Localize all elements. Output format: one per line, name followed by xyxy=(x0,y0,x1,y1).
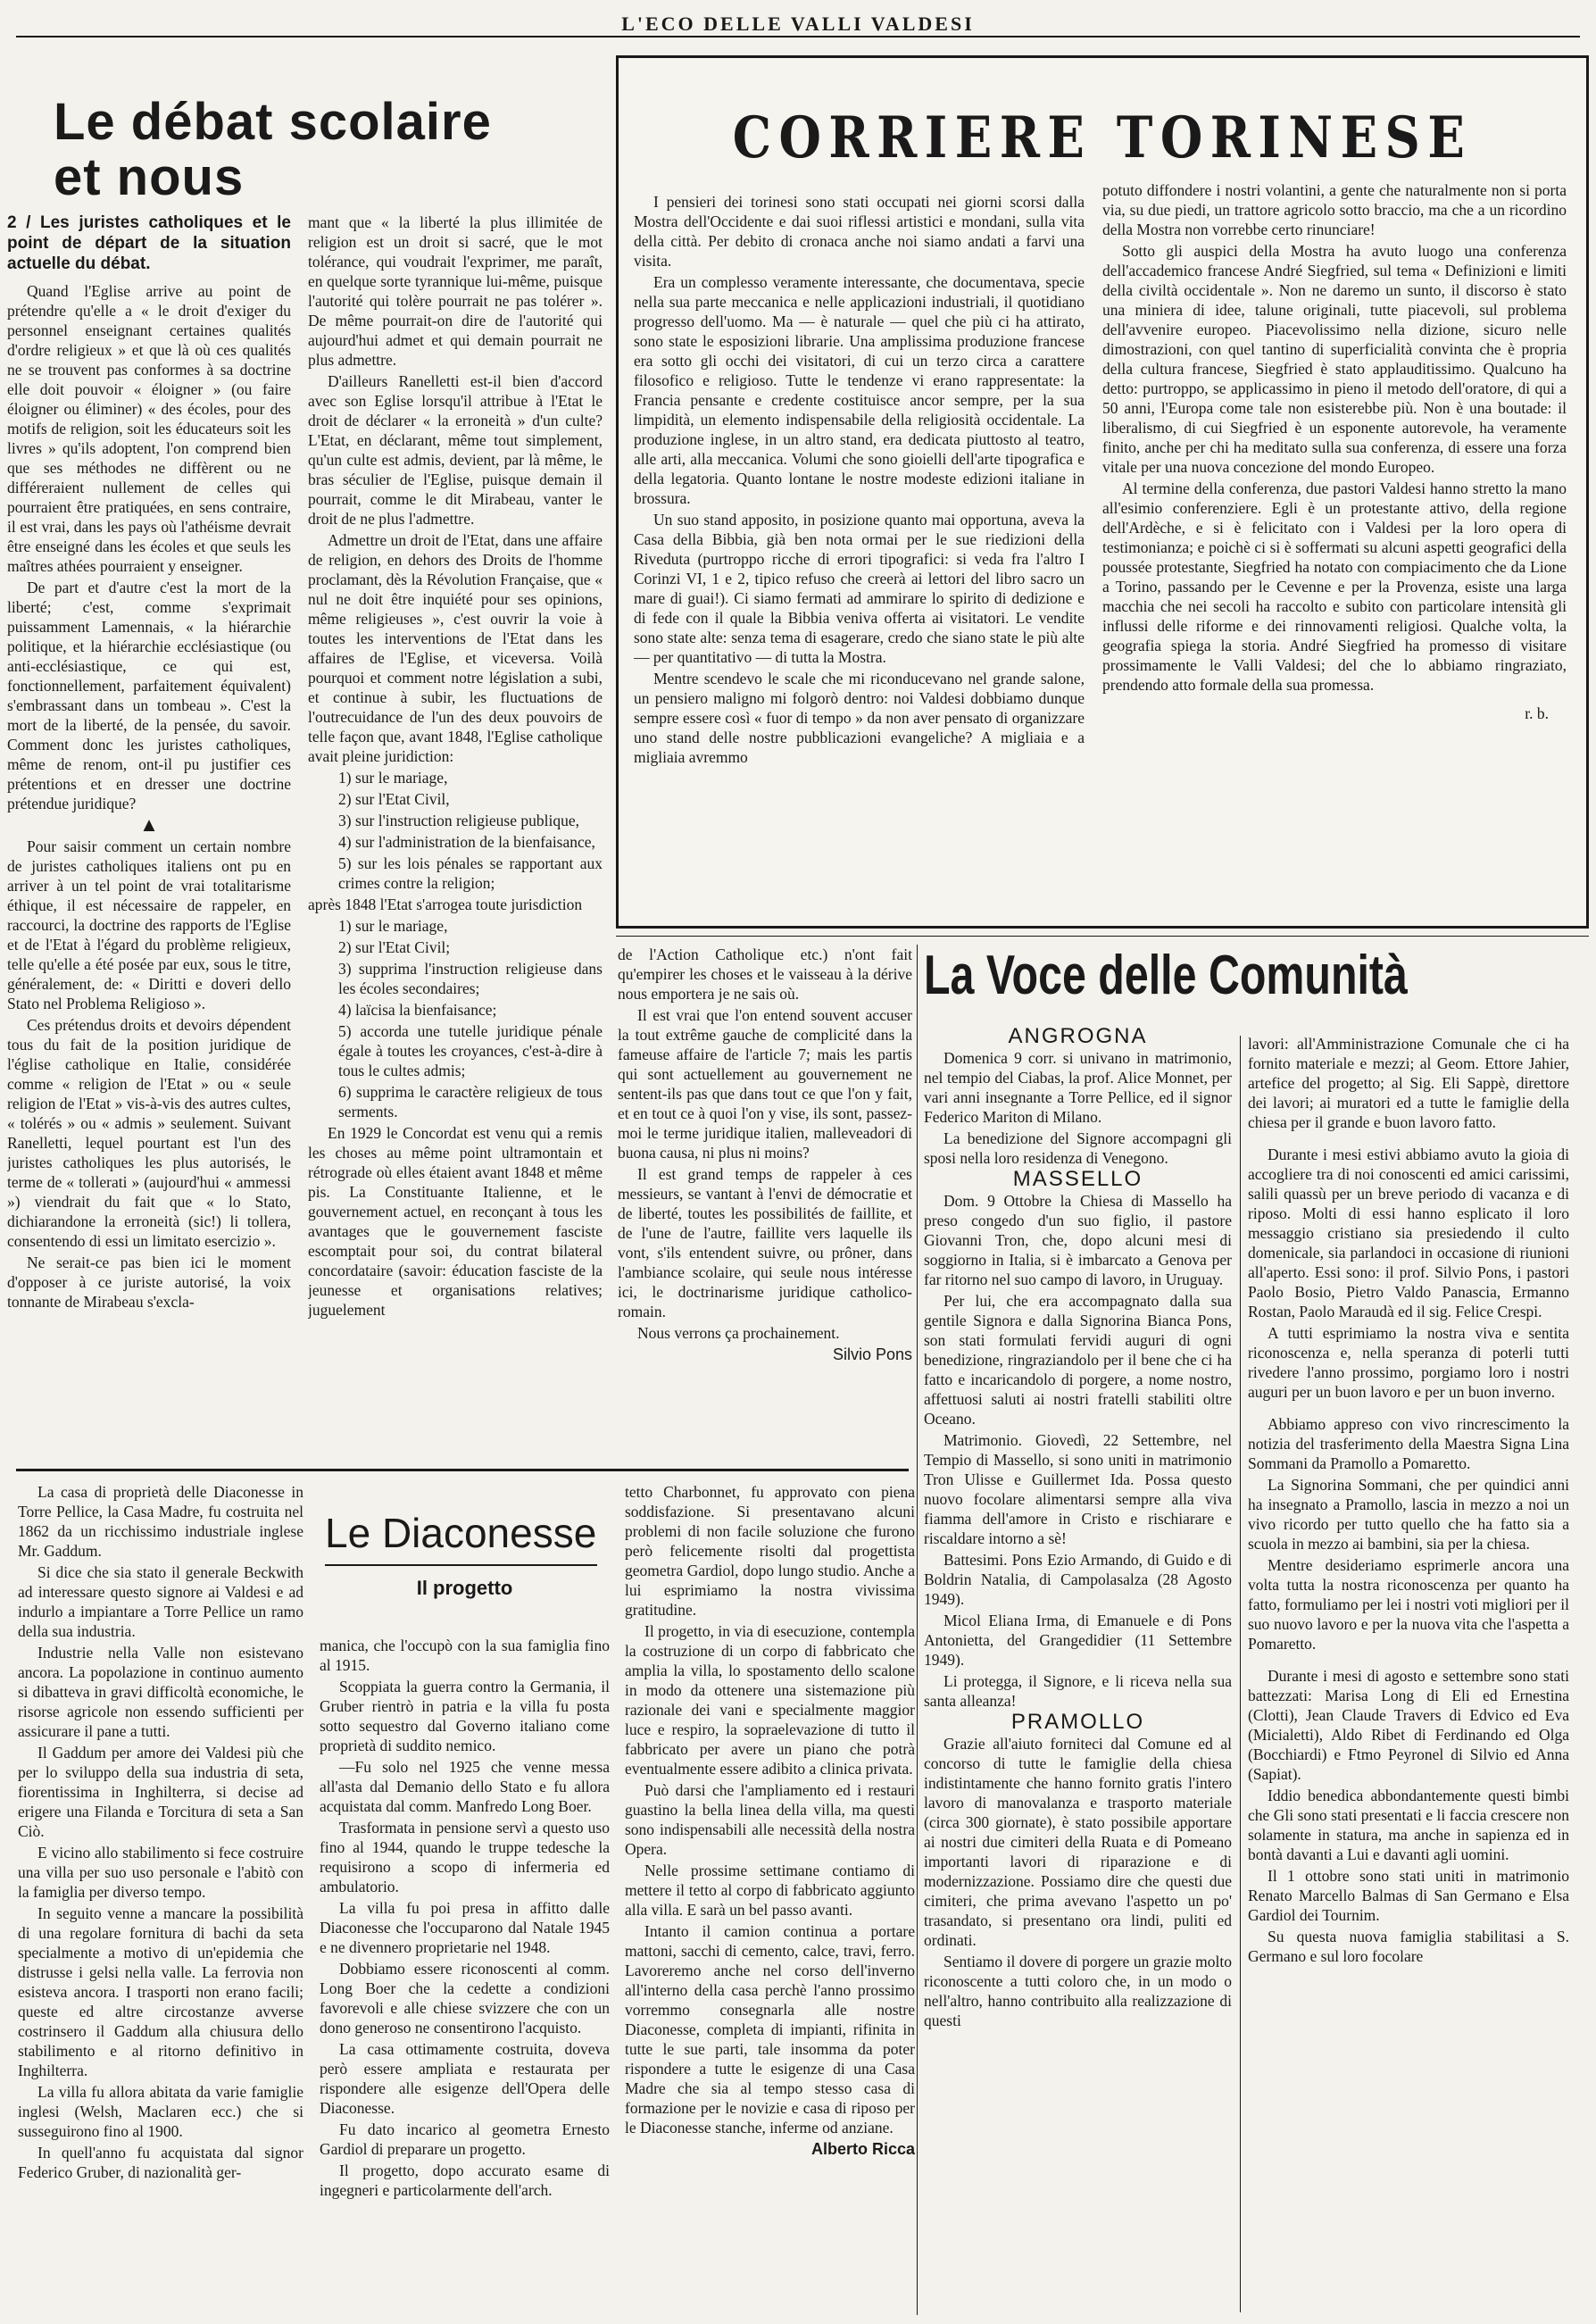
debat-paragraph: Nous verrons ça prochainement. xyxy=(637,1324,840,1342)
voce-paragraph: Durante i mesi estivi abbiamo avuto la gioia di accogliere tra di noi conoscenti ed amici carissimi, salili quassù per un breve periodo di vacanza e di riposo. Molti di essi hanno esplicato il loro messaggio cristiano sia presiedendo il culto domenicale, sia parlandoci in occasione di riunioni all'aperto. Essi sono: il prof. Silvio Pons, i pastori Paolo Bosio, Pietro Valdo Panascia, Ermanno Rostan, Paolo Maraudà ed il sig. Felice Crespi. xyxy=(1248,1145,1569,1320)
voce-column-1 xyxy=(924,1027,1232,2317)
voce-paragraph: Grazie all'aiuto forniteci dal Comune ed al concorso di tutte le famiglie della chiesa indistintamente che hanno fornito gratis l'intero lavoro di manovalanza e trasporto materiale (circa 300 giornate), è stato possibile apportare ai nostri due cimiteri della Ruata e di Pomeano importanti lavori di riparazione e di modernizzazione. Possiamo dire che questi due cimiteri, che prima avevano l'aspetto un po' trasandato, si presentano ora lindi, puliti ed ordinati. xyxy=(924,1735,1232,1949)
corriere-paragraph: Mentre scendevo le scale che mi riconducevano nel grande salone, un pensiero maligno mi folgorò dentro: noi Valdesi dobbiamo dunque sempre essere così « fuor di tempo » da non aver pensato di organizzare uno stand delle nostre pubblicazioni evangeliche? A migliaia e a migliaia avremmo xyxy=(634,670,1085,766)
list-item: 4) sur l'administration de la bienfaisance, xyxy=(338,833,595,851)
diaconesse-column-3 xyxy=(625,1482,915,2317)
debat-paragraph: Il est vrai que l'on entend souvent accuser la tout extrême gauche de complicité dans la fameuse affaire de l'article 7; mais les partis qui sont actuellement au gouvernement ne sentent-ils pas que dans tout ce que l'on y fait, et en tout ce à quoi l'on y vise, ils sont, passez-moi le terme juridique italien, malleveadori di buona causa, ni plus ni moins? xyxy=(618,1006,912,1162)
debat-paragraph: Ne serait-ce pas bien ici le moment d'opposer à ce juriste autorisé, la voix tonnante de Mirabeau s'excla- xyxy=(7,1254,291,1311)
diaconesse-paragraph: Trasformata in pensione servì a questo uso fino al 1944, quando le truppe tedesche la requisirono a scopo di infermeria ed ambulatorio. xyxy=(320,1819,610,1895)
running-title: L'ECO DELLE VALLI VALDESI xyxy=(621,12,975,35)
voce-paragraph: Per lui, che era accompagnato dalla sua gentile Signora e dalla Signorina Bianca Pons, son stati formulati fervidi auguri di ogni benedizione, ringraziandolo per il bene che ci ha fatto e incaricandolo di porgere, a nome nostro, affettuosi saluti ai nostri fratelli stabiliti oltre Oceano. xyxy=(924,1292,1232,1428)
corriere-title: CORRIERE TORINESE xyxy=(732,104,1473,171)
voce-paragraph: Domenica 9 corr. si univano in matrimonio, nel tempio del Ciabas, la prof. Alice Monnet, per vari anni insegnante a Torre Pellice, ed il signor Federico Mariton di Milano. xyxy=(924,1049,1232,1126)
diaconesse-signature: Alberto Ricca xyxy=(810,2140,915,2158)
voce-paragraph: Mentre desideriamo esprimerle ancora una volta tutta la nostra riconoscenza per quanto ha fatto, formuliamo per lei i nostri voti migliori per il suo nuovo lavoro e per la nuova vita che l'aspetta a Pomaretto. xyxy=(1248,1556,1569,1653)
voce-paragraph: Durante i mesi di agosto e settembre sono stati battezzati: Marisa Long di Eli ed Ernestina (Clotti), Jean Claude Travers di Edvico ed Eva (Micialetti), Aldo Ribet di Ferdinando ed Olga (Bocchiardi) e Ftmo Peyronel di Silvio ed Anna (Sapiat). xyxy=(1248,1667,1569,1783)
list-item: 1) sur le mariage, xyxy=(338,917,448,935)
diaconesse-paragraph: In quell'anno fu acquistata dal signor Federico Gruber, di nazionalità ger- xyxy=(18,2144,303,2181)
diaconesse-paragraph: La villa fu poi presa in affitto dalle Diaconesse che l'occuparono dal Natale 1945 e ne divennero proprietarie nel 1948. xyxy=(320,1899,610,1956)
diaconesse-paragraph: E vicino allo stabilimento si fece costruire una villa per suo uso personale e l'abitò con la famiglia per diverso tempo. xyxy=(18,1844,303,1901)
diaconesse-paragraph: Dobbiamo essere riconoscenti al comm. Long Boer che la cedette a condizioni favorevoli e alle chiese svizzere che con un dono generoso ne consentirono l'acquisto. xyxy=(320,1960,610,2037)
list-item: 2) sur l'Etat Civil; xyxy=(338,938,451,956)
corriere-paragraph: potuto diffondere i nostri volantini, a gente che naturalmente non si porta via, su due piedi, un trattore agricolo sotto braccio, ma che a un ricordino della Mostra non vorrebbe certo rinunciare! xyxy=(1102,181,1567,238)
diaconesse-paragraph: In seguito venne a mancare la possibilità di una regolare fornitura di bachi da seta specialmente a motivo di un'epidemia che distrusse i gelsi nella valle. La ferrovia non esisteva ancora. I trasporti non erano facili; queste ed altre circostanze avverse costrinsero il Gaddum alla chiusura dello stabilimento e al ritorno definitivo in Inghilterra. xyxy=(18,1904,303,2079)
corriere-column-2 xyxy=(1102,180,1567,912)
comune-heading-pramollo: PRAMOLLO xyxy=(1010,1710,1145,1734)
diaconesse-paragraph: Industrie nella Valle non esistevano ancora. La popolazione in continuo aumento si dibatteva in gravi difficoltà economiche, le risorse agricole non essendo sufficienti per assicurare il pane a tutti. xyxy=(18,1644,303,1740)
corriere-paragraph: Al termine della conferenza, due pastori Valdesi hanno stretto la mano all'esimio conferenziere. Egli è un protestante attivo, della regione dell'Ardèche, e si è felicitato con i Valdesi per la loro opera di testimonianza; e poichè ci si è soffermati su alcuni aspetti geografici della poussée protestante, Siegfried ha notato con compiacimento che da Lione a Torino, passando per le Cevenne e per la Provenza, esiste una larga macchia che nei secoli ha raccolto e subito con particolare intensità gli influssi delle riforme e dei rinnovamenti religiosi. Qualche volta, la geografia spiega la storia. André Siegfried ha promesso di visitare prossimamente le Valli Valdesi; del che lo abbiamo ringraziato, prendendo atto formale della sua promessa. xyxy=(1102,479,1567,694)
debat-signature: Silvio Pons xyxy=(832,1345,912,1363)
voce-paragraph: Battesimi. Pons Ezio Armando, di Guido e di Boldrin Natalia, di Campolasalza (28 Agosto 1949). xyxy=(924,1551,1232,1608)
debat-paragraph: Pour saisir comment un certain nombre de juristes catholiques italiens ont pu en arriver à un tel point de vrai totalitarisme éthique, il est nécessaire de rappeler, en raccourci, la doctrine des rapports de l'Eglise et de l'Etat à l'égard du problème religieux, telle qu'elle a été posée par eux, sous le titre, généralement, de: « Diritti e doveri dello Stato nel Problema Religioso ». xyxy=(7,837,291,1012)
diaconesse-paragraph: Scoppiata la guerra contro la Germania, il Gruber rientrò in patria e la villa fu posta sotto sequestro dal Governo italiano come proprietà di suddito nemico. xyxy=(320,1678,610,1754)
vertical-rule-voce-cols xyxy=(1240,1036,1241,2312)
debat-column-1 xyxy=(7,212,291,1467)
list-item: 3) supprima l'instruction religieuse dans les écoles secondaires; xyxy=(338,960,603,997)
diaconesse-title: Le Diaconesse xyxy=(325,1510,597,1556)
voce-column-2 xyxy=(1248,1034,1569,2320)
voce-paragraph: Abbiamo appreso con vivo rincrescimento la notizia del trasferimento della Maestra Signa Lina Sommani da Pramollo a Pomaretto. xyxy=(1248,1415,1569,1472)
debat-paragraph: Admettre un droit de l'Etat, dans une affaire de religion, en dehors des Droits de l'homme proclamant, dès la Révolution Française, que « nul ne doit être inquiété pour ses opinions, même religieuses », c'est ouvrir la voie à toutes les interventions de l'Etat dans les affaires de l'Eglise, et viceversa. Voilà pourquoi et comment notre législation a subi, et continue à subir, les fluctuations de l'outrecuidance de l'un des deux pouvoirs de telle façon que, avant 1848, l'Eglise catholique avait pleine juridiction: xyxy=(308,531,603,765)
corriere-column-1 xyxy=(634,192,1085,906)
corriere-paragraph: Sotto gli auspici della Mostra ha avuto luogo una conferenza dell'accademico francese André Siegfried, sul tema « Definizioni e limiti della civiltà occidentale ». Non ne daremo un sunto, il discorso è stato una miniera di idee, talune originali, tutte piacevoli, sul problema dell'avvenire europeo. Piacevolissimo nella dizione, sicuro nelle dimostrazioni, con quel tantino di superficialità convinta che è propria della cultura francese, Siegfried è stato applauditissimo. Qualcuno ha detto: purtroppo, se applicassimo in pieno il metodo dell'oratore, di qui a 50 anni, l'Europa come tale non esisterebbe più. Non è una boutade: il liberalismo, di cui Siegfried è un esponente autorevole, ha veramente finito, anche per chi ha meditato sulla sua conferenza, di essere una forza vitale per una nuova concezione del mondo Europeo. xyxy=(1102,242,1567,476)
header-rule xyxy=(16,36,1580,37)
debat-paragraph: De part et d'autre c'est la mort de la liberté; c'est, comme s'exprimait puissamment Lamennais, « la hiérarchie politique, et la hiérarchie ecclésiastique (ou anti-ecclésiastique, ce qui est, fonctionnellement, parfaitement équivalent) s'embrassant dans un tombeau ». C'est la mort de la liberté, de la pensée, du savoir. Comment donc les juristes catholiques, même de renom, ont-il pu justifier ces prétentions et en dresser une doctrine prétendue juridique? xyxy=(7,579,291,812)
list-item: 4) laïcisa la bienfaisance; xyxy=(338,1001,497,1019)
voce-paragraph: lavori: all'Amministrazione Comunale che ci ha fornito materiale e mezzi; al Geom. Ettore Jahier, artefice del progetto; al Sig. Eli Sappè, direttore dei lavori; ai muratori ed a tutte le famiglie della chiesa per il grande e buon lavoro fatto. xyxy=(1248,1035,1569,1131)
voce-paragraph: Li protegga, il Signore, e li riceva nella sua santa alleanza! xyxy=(924,1672,1232,1710)
corriere-signature: r. b. xyxy=(1525,704,1549,722)
diaconesse-paragraph: —Fu solo nel 1925 che venne messa all'asta dal Demanio dello Stato e fu allora acquistata dal comm. Manfredo Long Boer. xyxy=(320,1758,610,1815)
diaconesse-heading xyxy=(320,1509,610,1625)
voce-paragraph: Il 1 ottobre sono stati uniti in matrimonio Renato Marcello Balmas di San Germano e Elsa Gardiol dei Tournim. xyxy=(1248,1867,1569,1924)
debat-paragraph: En 1929 le Concordat est venu qui a remis les choses au même point ultramontain et rétrograde où elles étaient avant 1848 et même pis. La Constituante Italienne, et le gouvernement actuel, en reconçant à tous les avantages que le gouvernement fasciste escomptait pour soi, du contrat bilateral concordataire (savoir: éducation fasciste de la jeunesse et organisations relatives; juguelement xyxy=(308,1124,603,1319)
debat-column-2 xyxy=(308,212,603,1467)
debat-title xyxy=(54,95,589,205)
voce-paragraph: Dom. 9 Ottobre la Chiesa di Massello ha preso congedo d'un suo figlio, il pastore Giovanni Tron, che, dopo alcuni mesi di soggiorno in Italia, si è imbarcato a Genova per far ritorno nel suo campo di lavoro, in Uruguay. xyxy=(924,1192,1232,1288)
list-item: 5) sur les lois pénales se rapportant aux crimes contre la religion; xyxy=(338,854,603,892)
debat-paragraph: Quand l'Eglise arrive au point de prétendre qu'elle a « le droit d'exiger du personnel enseignant certaines qualités d'ordre religieux » et que là où ces qualités ne se trouvent pas conformes à sa doctrine elle doit pouvoir « éloigner » (ou faire éloigner ou éliminer) « des écoles, pour des motifs de religion, soit les éducateurs soit les livres » qu'ils adoptent, l'on comprend bien que ses méthodes ne diffèrent ou ne différeraient nullement de celles qui pourraient être pratiquées, en sens contraire, il est vrai, dans les pays où l'athéisme devrait être enseigné dans les écoles et que seuls les maîtres athées pourraient y enseigner. xyxy=(7,282,291,575)
list-item: 3) sur l'instruction religieuse publique, xyxy=(338,812,579,829)
debat-title-line2: et nous xyxy=(54,148,245,205)
voce-paragraph: La Signorina Sommani, che per quindici anni ha insegnato a Pramollo, lascia in mezzo a noi un vivo ricordo per tutto quello che ha fatto sia a scuola in mezzo ai bambini, sia per la chiesa. xyxy=(1248,1476,1569,1553)
diaconesse-paragraph: Può darsi che l'ampliamento ed i restauri guastino la bella linea della villa, ma questi sono indispensabili alle necessità della nostra Opera. xyxy=(625,1781,915,1858)
diaconesse-paragraph: Il progetto, in via di esecuzione, contempla la costruzione di un corpo di fabbricato che amplia la villa, lo spostamento dello scalone in modo da ottenere una sistemazione più razionale dei vani e specialmente maggior luce e respiro, la sopraelevazione di tutto il fabbricato per avere un piano che potrà eventualmente essere adibito a clinica privata. xyxy=(625,1622,915,1778)
diaconesse-paragraph: Intanto il camion continua a portare mattoni, sacchi di cemento, calce, travi, ferro. Lavoreremo anche nel corso dell'inverno all'interno della casa perchè l'anno prossimo vorremmo consegnarla alle nostre Diaconesse, completa di impianti, rifinita in tutte le sue parti, tale insomma da poter rispondere a tutte le esigenze di una Casa Madre che sia al tempo stesso casa di formazione per le novizie e casa di riposo per le Diaconesse stanche, inferme od anziane. xyxy=(625,1922,915,2137)
debat-subtitle: 2 / Les juristes catholiques et le point de départ de la situation actuelle du débat. xyxy=(7,213,291,273)
voce-paragraph: A tutti esprimiamo la nostra viva e sentita riconoscenza e, nella speranza di poterli tutti rivedere l'anno prossimo, porgiamo loro i nostri auguri per un buon lavoro e per un buon inverno. xyxy=(1248,1324,1569,1401)
list-item: 6) supprima le caractère religieux de tous serments. xyxy=(338,1083,603,1120)
debat-column-3 xyxy=(618,945,912,1467)
list-item: 5) accorda une tutelle juridique pénale égale à toutes les croyances, c'est-à-dire à tous le cultes admis; xyxy=(338,1022,603,1079)
corriere-voce-rule xyxy=(616,936,1589,937)
voce-paragraph: La benedizione del Signore accompagni gli sposi nella loro residenza di Venegono. xyxy=(924,1129,1232,1167)
comune-heading-massello: MASSELLO xyxy=(1012,1167,1143,1191)
debat-paragraph: D'ailleurs Ranelletti est-il bien d'accord avec son Eglise lorsqu'il attribue à l'Etat le droit de déclarer « la erroneità » d'un culte? L'Etat, en déclarant, même tout simplement, qu'un culte est admis, devient, par là même, le bras séculier de l'Eglise, puisque demain il pourrait, comme le dit Mirabeau, vanter le droit de ne plus l'admettre. xyxy=(308,372,603,528)
diaconesse-paragraph: Fu dato incarico al geometra Ernesto Gardiol di preparare un progetto. xyxy=(320,2120,610,2158)
voce-paragraph: Matrimonio. Giovedì, 22 Settembre, nel Tempio di Massello, si sono uniti in matrimonio Tron Ulisse e Guillermet Ida. Possa questo nuovo focolare alimentarsi sempre alla viva fiamma dell'amore in Cristo e rischiarare e riscaldare intorno a sè! xyxy=(924,1431,1232,1547)
diaconesse-paragraph: Si dice che sia stato il generale Beckwith ad interessare questo signore ai Valdesi e ad indurlo a impiantare a Torre Pellice un ramo della sua industria. xyxy=(18,1563,303,1640)
voce-paragraph: Sentiamo il dovere di porgere un grazie molto riconoscente a tutti coloro che, in un modo o nell'altro, hanno contribuito alla realizzazione di questi xyxy=(924,1953,1232,2029)
diaconesse-paragraph: Il Gaddum per amore dei Valdesi più che per lo sviluppo della sua industria di seta, fiorentissima in Inghilterra, si decise ad erigere una Filanda e Torcitura di seta a San Ciò. xyxy=(18,1744,303,1840)
debat-paragraph: après 1848 l'Etat s'arrogea toute jurisdiction xyxy=(308,895,583,913)
voce-paragraph: Iddio benedica abbondantemente questi bimbi che Gli sono stati presentati e li faccia crescere non solamente in statura, ma anche in sapienza ed in bontà davanti a Lui e davanti agli uomini. xyxy=(1248,1787,1569,1863)
list-item: 2) sur l'Etat Civil, xyxy=(338,790,450,808)
comune-heading-angrogna: ANGROGNA xyxy=(1008,1027,1148,1048)
diaconesse-paragraph: La casa ottimamente costruita, doveva però essere ampliata e restaurata per rispondere alle esigenze dell'Opera delle Diaconesse. xyxy=(320,2040,610,2117)
corriere-paragraph: I pensieri dei torinesi sono stati occupati nei giorni scorsi dalla Mostra dell'Occidente e dai suoi riflessi artistici e mondani, sulla vita della città. Per debito di cronaca anche noi siamo andati a farvi una visita. xyxy=(634,193,1085,270)
voce-paragraph: Su questa nuova famiglia stabilitasi a S. Germano e sul loro focolare xyxy=(1248,1928,1569,1965)
diaconesse-paragraph: Nelle prossime settimane contiamo di mettere il tetto al corpo di fabbricato aggiunto alla villa. E sarà un bel passo avanti. xyxy=(625,1862,915,1919)
diaconesse-column-1 xyxy=(18,1482,303,2317)
diaconesse-paragraph: manica, che l'occupò con la sua famiglia fino al 1915. xyxy=(320,1637,610,1674)
list-item: 1) sur le mariage, xyxy=(338,769,448,787)
diaconesse-subtitle: Il progetto xyxy=(416,1577,513,1599)
voce-paragraph: Micol Eliana Irma, di Emanuele e di Pons Antonietta, del Grangedidier (11 Settembre 1949). xyxy=(924,1612,1232,1669)
diaconesse-paragraph: Il progetto, dopo accurato esame di ingegneri e particolarmente dell'arch. xyxy=(320,2162,610,2199)
section-break-arrow: ▲ xyxy=(139,813,159,836)
vertical-rule-voce xyxy=(917,945,918,2315)
debat-title-line1: Le débat scolaire xyxy=(54,95,492,151)
diaconesse-paragraph: La villa fu allora abitata da varie famiglie inglesi (Welsh, Maclaren ecc.) che si susseguirono fino al 1900. xyxy=(18,2083,303,2140)
voce-title: La Voce delle Comunità xyxy=(924,945,1408,1006)
debat-paragraph: mant que « la liberté la plus illimitée de religion est un droit si sacré, que le mot tolérance, qui voudrait l'exprimer, me paraît, en quelque sorte tyrannique lui-même, puisque l'autorité qui tolère pourrait ne pas tolérer ». De même pourrait-on dire de l'autorité qui aujourd'hui admet et qui demain pourrait ne plus admettre. xyxy=(308,213,603,369)
corriere-paragraph: Era un complesso veramente interessante, che documentava, specie nella sua parte meccanica e nelle applicazioni industriali, il quotidiano progresso dell'uomo. Ma — è naturale — quel che più ci ha attirato, sono state le esposizioni librarie. Una amplissima produzione francese era sotto gli occhi dei visitatori, di cui un terzo circa a carattere filosofico e religioso. Tutte le tendenze vi erano rappresentate: la Francia pensante e credente costituisce ancor sempre, per la sua limpidità, un elemento indispensabile della religiosità occidentale. La produzione inglese, in un altro stand, era dedicata piuttosto al teatro, alle arti, alla meccanica. Volumi che sono gioielli dell'arte tipografica e della legatoria. Quanto lontane le nostre modeste edizioni italiane in brossura. xyxy=(634,273,1085,507)
diaconesse-title-rule xyxy=(325,1564,597,1566)
diaconesse-paragraph: La casa di proprietà delle Diaconesse in Torre Pellice, la Casa Madre, fu costruita nel 1862 da un ricchissimo industriale inglese Mr. Gaddum. xyxy=(18,1483,303,1560)
debat-paragraph: de l'Action Catholique etc.) n'ont fait qu'empirer les choses et le vaisseau à la dérive nous emportera je ne sais où. xyxy=(618,945,912,1003)
debat-diaconesse-rule xyxy=(16,1469,909,1471)
corriere-paragraph: Un suo stand apposito, in posizione quanto mai opportuna, aveva la Casa della Bibbia, già ben nota ormai per le sue riedizioni della Riveduta (purtroppo ricche di errori tipografici: si veda fra l'altro I Corinzi VI, 1 e 2, tipico refuso che creerà ai lettori del libro sacro un mare di guai!). Ci siamo fermati ad ammirare lo spirito di dedizione e di fede con il quale la Bibbia veniva offerta ai visitatori. Le vendite sono state alte: senza tema di esagerare, credo che siano state le più alte — per quantitativo — di tutta la Mostra. xyxy=(634,511,1085,666)
diaconesse-paragraph: tetto Charbonnet, fu approvato con piena soddisfazione. Si presentavano alcuni problemi di non facile soluzione che furono però felicemente risolti dal progettista geometra Gardiol, dopo lungo studio. Anche a lui esprimiamo la nostra vivissima gratitudine. xyxy=(625,1483,915,1619)
debat-paragraph: Il est grand temps de rappeler à ces messieurs, se vantant à l'envi de démocratie et de liberté, toutes les possibilités de faillite, et de l'une de l'autre, faillite vers laquelle ils vont, s'ils entendent suivre, ou prôner, dans l'ambiance scolaire, qui seule nous intéresse ici, le doctrinarisme juridique catholico-romain. xyxy=(618,1165,912,1320)
debat-paragraph: Ces prétendus droits et devoirs dépendent tous du fait de la position juridique de l'église catholique en Italie, considérée comme « religion de l'Etat » ou « seule religion de l'Etat » vis-à-vis des autres cultes, « tolérés » ou « admis » seulement. Suivant Ranelletti, lequel pourtant est l'un des juristes catholiques les plus autorisés, le terme de « tollerati » (aujourd'hui « ammessi ») viendrait du fait que « lo Stato, dichiarandone la erroneità (sic!) li tollera, consentendo di essi un limitato esercizio ». xyxy=(7,1016,291,1250)
diaconesse-column-2 xyxy=(320,1636,610,2316)
